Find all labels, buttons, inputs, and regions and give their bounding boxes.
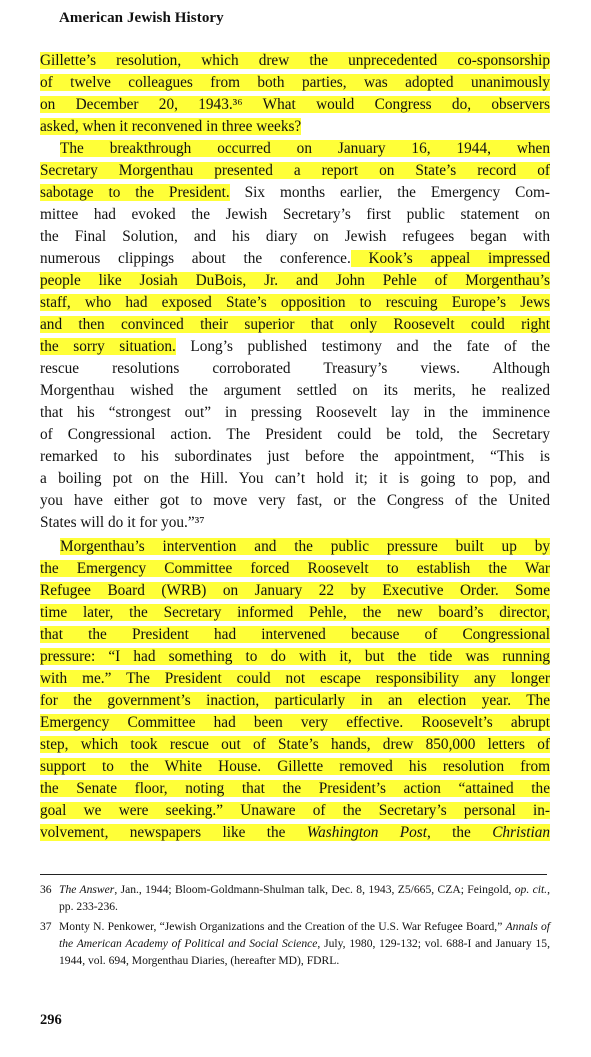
- highlighted-text: Gillette’s resolution, which drew the unprecedented co-sponsorship: [40, 52, 550, 69]
- highlighted-text: Refugee Board (WRB) on January 22 by Executive Order. Some: [40, 582, 550, 599]
- publication-title: Washington Post: [306, 824, 427, 841]
- highlighted-text: the Senate floor, noting that the President’s action “attained the: [40, 780, 550, 797]
- highlighted-text: the Emergency Committee forced Roosevelt to establish the War: [40, 560, 550, 577]
- body-line: [40, 558, 550, 580]
- body-line: [40, 800, 550, 822]
- footnote-span: , pp. 233-236.: [59, 883, 550, 914]
- footnote-text: [59, 881, 550, 915]
- body-line: of Congressional action. The President could be told, the Secretary: [40, 426, 550, 443]
- highlighted-text: The breakthrough occurred on January 16, 1944, when: [60, 140, 550, 157]
- footnote-36: [40, 881, 550, 915]
- body-line: [40, 712, 550, 734]
- body-text: volvement, newspapers like the: [40, 824, 307, 841]
- body-line: [40, 580, 550, 602]
- body-line: [40, 248, 550, 270]
- body-text: numerous clippings about the conference.: [40, 250, 351, 267]
- highlighted-text: and then convinced their superior that only Roosevelt could right: [40, 316, 550, 333]
- body-line: [40, 822, 550, 844]
- body-line: you have either got to move very fast, or the Congress of the United: [40, 492, 550, 509]
- body-line: rescue resolutions corroborated Treasury’s views. Although: [40, 360, 550, 377]
- publication-title: Christian: [492, 824, 550, 841]
- body-line: [40, 778, 550, 800]
- body-line: mittee had evoked the Jewish Secretary’s first public statement on: [40, 206, 550, 223]
- body-text: Long’s published testimony and the fate of the: [175, 338, 550, 355]
- highlighted-text: on December 20, 1943.³⁶ What would Congress do, observers: [40, 96, 550, 113]
- body-text: Six months earlier, the Emergency Com-: [229, 184, 550, 201]
- footnote-divider: [40, 874, 547, 875]
- footnote-italic: The Answer: [59, 883, 115, 896]
- highlighted-text: Morgenthau’s intervention and the public pressure built up by: [60, 538, 550, 555]
- body-line: [40, 270, 550, 292]
- highlighted-text: pressure: “I had something to do with it, but the tide was running: [40, 648, 550, 665]
- highlighted-text: sabotage to the President.: [40, 184, 230, 201]
- body-line: [40, 536, 550, 558]
- page-number: 296: [40, 1012, 62, 1028]
- highlighted-text: staff, who had exposed State’s opposition to rescuing Europe’s Jews: [40, 294, 550, 311]
- body-line: [40, 116, 550, 138]
- highlighted-text: support to the White House. Gillette removed his resolution from: [40, 758, 550, 775]
- body-line: [40, 646, 550, 668]
- highlighted-text: Secretary Morgenthau presented a report on State’s record of: [40, 162, 550, 179]
- highlighted-text: with me.” The President could not escape responsibility any longer: [40, 670, 550, 687]
- body-line: that his “strongest out” in pressing Roosevelt lay in the imminence: [40, 404, 550, 421]
- body-line: States will do it for you.”³⁷: [40, 514, 205, 531]
- body-line: [40, 734, 550, 756]
- footnote-italic: op. cit.: [514, 883, 548, 896]
- footnote-number: 36: [40, 883, 52, 896]
- body-line: [40, 72, 550, 94]
- body-line: [40, 668, 550, 690]
- body-line: [40, 292, 550, 314]
- highlighted-text: that the President had intervened because of Congressional: [40, 626, 550, 643]
- body-line: [40, 138, 550, 160]
- footnote-span: , July, 1980, 129-132; vol. 688-I and January 15, 1944, vol. 694, Morgenthau Diaries, (hereafter MD), FDRL.: [59, 937, 550, 968]
- body-line: the Final Solution, and his diary on Jewish refugees began with: [40, 228, 550, 245]
- body-line: Morgenthau wished the argument settled on its merits, he realized: [40, 382, 550, 399]
- body-line: [40, 182, 550, 204]
- highlighted-text: step, which took rescue out of State’s hands, drew 850,000 letters of: [40, 736, 550, 753]
- highlighted-text: time later, the Secretary informed Pehle, the new board’s director,: [40, 604, 550, 621]
- body-line: [40, 94, 550, 116]
- footnote-span: , Jan., 1944; Bloom-Goldmann-Shulman talk, Dec. 8, 1943, Z5/665, CZA; Feingold,: [114, 883, 515, 896]
- footnote-span: Monty N. Penkower, “Jewish Organizations and the Creation of the U.S. War Refugee Board,”: [59, 920, 506, 933]
- body-line: [40, 50, 550, 72]
- highlighted-text: for the government’s inaction, particularly in an election year. The: [40, 692, 550, 709]
- highlighted-text: of twelve colleagues from both parties, was adopted unanimously: [40, 74, 550, 91]
- highlighted-text: asked, when it reconvened in three weeks?: [40, 118, 302, 135]
- body-text: , the: [426, 824, 493, 841]
- body-line: [40, 756, 550, 778]
- body-line: [40, 336, 550, 358]
- footnote-italic: Annals of the American Academy of Political and Social Science: [59, 920, 550, 951]
- footnote-37: [40, 918, 550, 970]
- highlighted-text: [40, 824, 550, 841]
- body-line: [40, 314, 550, 336]
- body-line: [40, 160, 550, 182]
- body-line: [40, 602, 550, 624]
- footnote-text: [59, 918, 550, 970]
- body-line: a boiling pot on the Hill. You can’t hold it; it is going to pop, and: [40, 470, 550, 487]
- body-line: [40, 624, 550, 646]
- highlighted-text: people like Josiah DuBois, Jr. and John Pehle of Morgenthau’s: [40, 272, 550, 289]
- running-header: American Jewish History: [59, 10, 224, 26]
- body-line: [40, 690, 550, 712]
- highlighted-text: goal we were seeking.” Unaware of the Secretary’s personal in-: [40, 802, 550, 819]
- highlighted-text: Emergency Committee had been very effective. Roosevelt’s abrupt: [40, 714, 550, 731]
- highlighted-text: the sorry situation.: [40, 338, 176, 355]
- highlighted-text: Kook’s appeal impressed: [350, 250, 550, 267]
- body-line: remarked to his subordinates just before the appointment, “This is: [40, 448, 550, 465]
- footnote-number: 37: [40, 920, 52, 933]
